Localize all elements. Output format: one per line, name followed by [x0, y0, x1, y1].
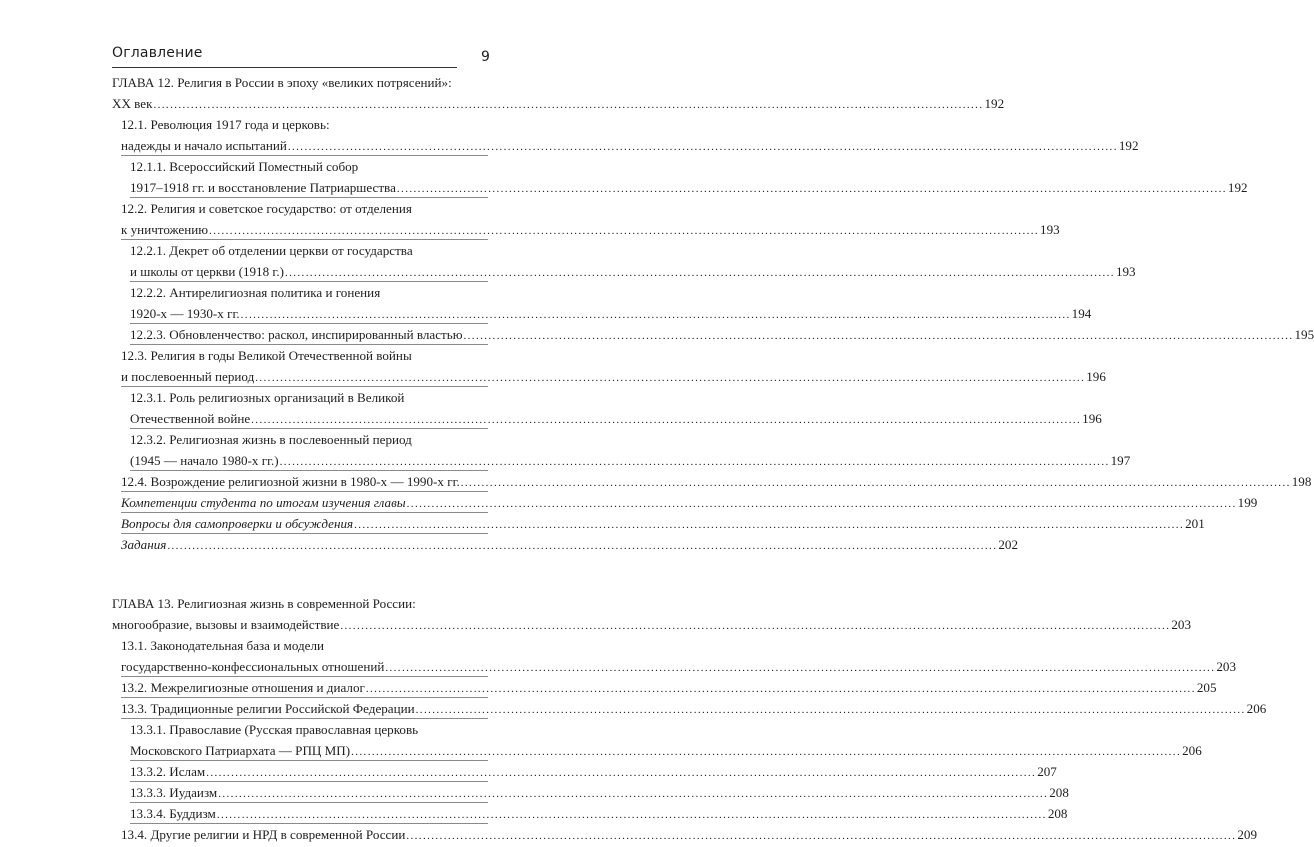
toc-entry-title-line: к уничтожению [121, 219, 208, 240]
toc-entry[interactable] [121, 198, 488, 240]
dot-leader: ........................................................................................................................................................................................................ [241, 305, 1071, 326]
toc-entry-title-line: 12.3.1. Роль религиозных организаций в Великой [130, 387, 488, 408]
toc-page-number: 201 [1185, 513, 1205, 534]
toc-entry-title-line: Компетенции студента по итогам изучения главы [121, 492, 406, 513]
toc-entry[interactable] [130, 156, 488, 198]
table-of-contents [112, 72, 488, 845]
toc-entry[interactable] [130, 240, 488, 282]
toc-entry-title-line: 13.3.1. Православие (Русская православная церковь [130, 719, 488, 740]
toc-page-number: 196 [1086, 366, 1106, 387]
toc-entry-title-line: 13.3.4. Буддизм [130, 803, 216, 824]
toc-chapter-entry[interactable] [112, 72, 488, 114]
toc-page-number: 194 [1072, 303, 1092, 324]
toc-entry[interactable] [121, 677, 488, 698]
dot-leader: ........................................................................................................................................................................................................ [255, 368, 1085, 389]
dot-leader: ........................................................................................................................................................................................................ [251, 410, 1081, 431]
dot-leader: ........................................................................................................................................................................................................ [397, 179, 1227, 200]
dot-leader: ........................................................................................................................................................................................................ [340, 616, 1170, 637]
page-number: 9 [481, 49, 490, 65]
toc-chapter-entry[interactable] [112, 593, 488, 635]
toc-entry-title-line: Задания [121, 534, 166, 555]
dot-leader: ........................................................................................................................................................................................................ [206, 763, 1036, 784]
toc-entry-title-line: государственно-конфессиональных отношений [121, 656, 384, 677]
toc-page-number: 203 [1171, 614, 1191, 635]
toc-entry[interactable] [121, 698, 488, 719]
toc-entry[interactable] [121, 471, 488, 492]
running-header-title: Оглавление [112, 45, 203, 61]
toc-page-number: 206 [1182, 740, 1202, 761]
toc-page-number: 196 [1082, 408, 1102, 429]
toc-entry-title-line: и послевоенный период [121, 366, 254, 387]
toc-entry[interactable] [130, 803, 488, 824]
toc-entry[interactable] [130, 282, 488, 324]
toc-entry-title-line: 12.2.3. Обновленчество: раскол, инспирированный властью [130, 324, 463, 345]
toc-entry-title-line: 12.2.1. Декрет об отделении церкви от государства [130, 240, 488, 261]
toc-page-number: 206 [1247, 698, 1267, 719]
dot-leader: ........................................................................................................................................................................................................ [217, 805, 1047, 826]
toc-entry-title-line: 13.3.3. Иудаизм [130, 782, 217, 803]
toc-entry-title-line: 12.4. Возрождение религиозной жизни в 1980-х — 1990-х гг. [121, 471, 460, 492]
dot-leader: ........................................................................................................................................................................................................ [153, 95, 983, 116]
toc-entry-title-line: 13.1. Законодательная база и модели [121, 635, 488, 656]
toc-entry-title-line: 13.2. Межрелигиозные отношения и диалог [121, 677, 365, 698]
dot-leader: ........................................................................................................................................................................................................ [285, 263, 1115, 284]
toc-entry[interactable] [121, 824, 488, 845]
toc-entry[interactable] [121, 114, 488, 156]
header-rule [112, 67, 457, 68]
dot-leader: ........................................................................................................................................................................................................ [385, 658, 1215, 679]
toc-entry-title-line: 12.1.1. Всероссийский Поместный собор [130, 156, 488, 177]
toc-entry-title-line: 12.2.2. Антирелигиозная политика и гонения [130, 282, 488, 303]
dot-leader: ........................................................................................................................................................................................................ [366, 679, 1196, 700]
toc-entry-title-line: надежды и начало испытаний [121, 135, 287, 156]
toc-entry[interactable] [121, 345, 488, 387]
dot-leader: ........................................................................................................................................................................................................ [218, 784, 1048, 805]
toc-page-number: 208 [1048, 803, 1068, 824]
toc-page-number: 195 [1295, 324, 1314, 345]
toc-page-number: 205 [1197, 677, 1217, 698]
dot-leader: ........................................................................................................................................................................................................ [280, 452, 1110, 473]
toc-page-number: 192 [984, 93, 1004, 114]
toc-entry[interactable] [121, 534, 488, 555]
toc-entry-title-line: 1920-х — 1930-х гг. [130, 303, 240, 324]
toc-page-number: 209 [1237, 824, 1257, 845]
toc-entry-title-line: (1945 — начало 1980-х гг.) [130, 450, 279, 471]
toc-entry-title-line: 12.3.2. Религиозная жизнь в послевоенный период [130, 429, 488, 450]
dot-leader: ........................................................................................................................................................................................................ [416, 700, 1246, 721]
toc-page-number: 192 [1119, 135, 1139, 156]
dot-leader: ........................................................................................................................................................................................................ [167, 536, 997, 557]
toc-entry[interactable] [130, 719, 488, 761]
toc-entry[interactable] [130, 761, 488, 782]
toc-entry[interactable] [121, 635, 488, 677]
dot-leader: ........................................................................................................................................................................................................ [351, 742, 1181, 763]
toc-entry-title-line: 1917–1918 гг. и восстановление Патриаршества [130, 177, 396, 198]
toc-entry-title-line: ГЛАВА 12. Религия в России в эпоху «великих потрясений»: [112, 72, 488, 93]
dot-leader: ........................................................................................................................................................................................................ [288, 137, 1118, 158]
toc-page-number: 203 [1216, 656, 1236, 677]
toc-entry[interactable] [130, 429, 488, 471]
toc-entry[interactable] [130, 324, 488, 345]
dot-leader: ........................................................................................................................................................................................................ [464, 326, 1294, 347]
toc-page-number: 193 [1116, 261, 1136, 282]
toc-entry-title-line: 13.4. Другие религии и НРД в современной России [121, 824, 405, 845]
dot-leader: ........................................................................................................................................................................................................ [209, 221, 1039, 242]
dot-leader: ........................................................................................................................................................................................................ [406, 826, 1236, 847]
toc-entry-title-line: Отечественной войне [130, 408, 250, 429]
toc-entry[interactable] [130, 387, 488, 429]
toc-entry[interactable] [121, 492, 488, 513]
toc-page-number: 193 [1040, 219, 1060, 240]
toc-page-number: 208 [1049, 782, 1069, 803]
toc-entry-title-line: ГЛАВА 13. Религиозная жизнь в современной России: [112, 593, 488, 614]
toc-entry-title-line: 13.3.2. Ислам [130, 761, 205, 782]
toc-entry[interactable] [121, 513, 488, 534]
toc-entry-title-line: Московского Патриархата — РПЦ МП) [130, 740, 350, 761]
toc-entry-title-line: и школы от церкви (1918 г.) [130, 261, 284, 282]
toc-page-number: 202 [998, 534, 1018, 555]
toc-entry-title-line: многообразие, вызовы и взаимодействие [112, 614, 339, 635]
toc-entry-title-line: Вопросы для самопроверки и обсуждения [121, 513, 353, 534]
toc-page-number: 197 [1111, 450, 1131, 471]
toc-entry-title-line: 12.2. Религия и советское государство: от отделения [121, 198, 488, 219]
toc-entry-title-line: 12.3. Религия в годы Великой Отечественной войны [121, 345, 488, 366]
toc-entry[interactable] [130, 782, 488, 803]
dot-leader: ........................................................................................................................................................................................................ [461, 473, 1291, 494]
toc-entry-title-line: XX век [112, 93, 152, 114]
toc-page-number: 192 [1228, 177, 1248, 198]
toc-page-number: 207 [1037, 761, 1057, 782]
toc-page-number: 199 [1238, 492, 1258, 513]
toc-page-number: 198 [1292, 471, 1312, 492]
dot-leader: ........................................................................................................................................................................................................ [407, 494, 1237, 515]
toc-entry-title-line: 13.3. Традиционные религии Российской Федерации [121, 698, 415, 719]
toc-entry-title-line: 12.1. Революция 1917 года и церковь: [121, 114, 488, 135]
dot-leader: ........................................................................................................................................................................................................ [354, 515, 1184, 536]
